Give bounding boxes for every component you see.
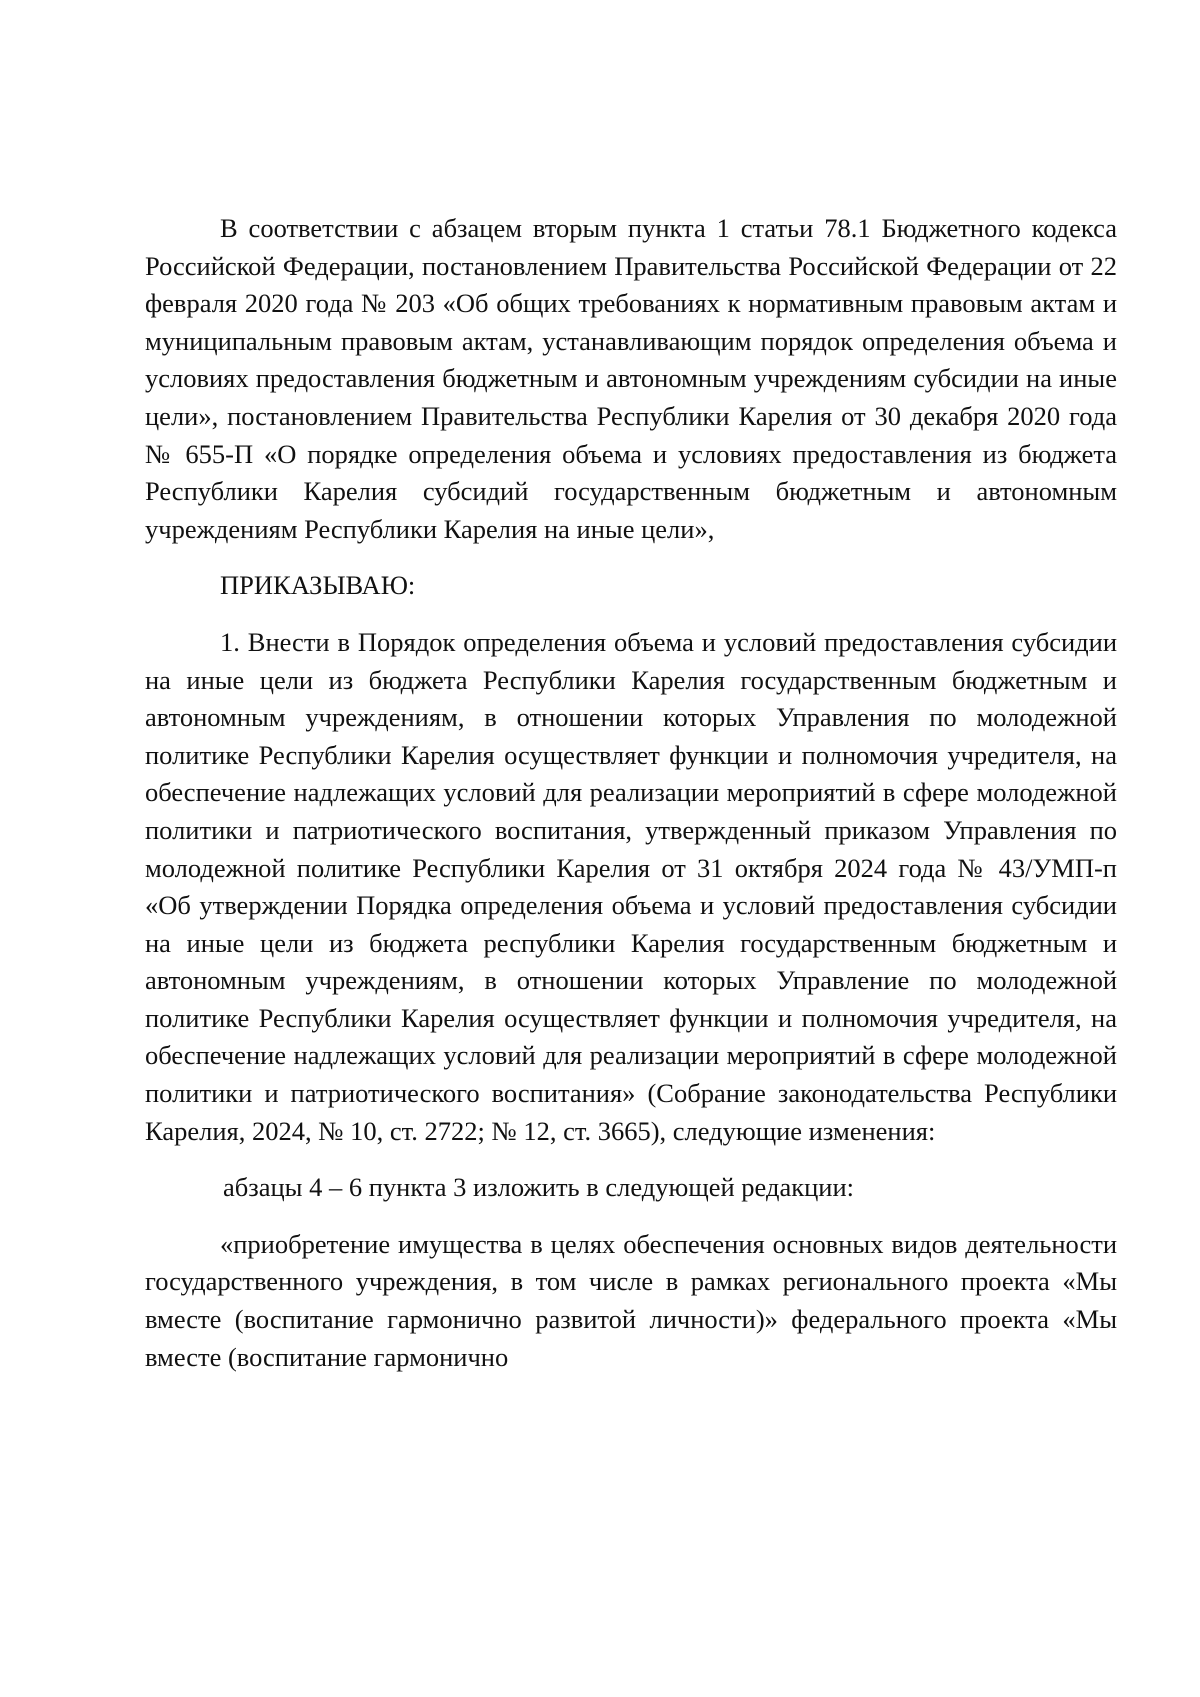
change-instruction: абзацы 4 – 6 пункта 3 изложить в следующей редакции:: [223, 1172, 854, 1203]
preamble-paragraph: В соответствии с абзацем вторым пункта 1 статьи 78.1 Бюджетного кодекса Российской Федерации, постановлением Правительства Российской Федерации от 22 февраля 2020 года № 203 «Об общих требованиях к нормативным правовым актам и муниципальным правовым актам, устанавливающим порядок определения объема и условиях предоставления бюджетным и автономным учреждениям субсидии на иные цели», постановлением Правительства Республики Карелия от 30 декабря 2020 года № 655-П «О порядке определения объема и условиях предоставления из бюджета Республики Карелия субсидий государственным бюджетным и автономным учреждениям Республики Карелия на иные цели»,: [145, 213, 1117, 544]
item-1-paragraph: 1. Внести в Порядок определения объема и условий предоставления субсидии на иные цели из бюджета Республики Карелия государственным бюджетным и автономным учреждениям, в отношении которых Управления по молодежной политике Республики Карелия осуществляет функции и полномочия учредителя, на обеспечение надлежащих условий для реализации мероприятий в сфере молодежной политики и патриотического воспитания, утвержденный приказом Управления по молодежной политике Республики Карелия от 31 октября 2024 года № 43/УМП-п «Об утверждении Порядка определения объема и условий предоставления субсидии на иные цели из бюджета республики Карелия государственным бюджетным и автономным учреждениям, в отношении которых Управление по молодежной политике Республики Карелия осуществляет функции и полномочия учредителя, на обеспечение надлежащих условий для реализации мероприятий в сфере молодежной политики и патриотического воспитания» (Собрание законодательства Республики Карелия, 2024, № 10, ст. 2722; № 12, ст. 3665), следующие изменения:: [145, 626, 1117, 1146]
document-body: [145, 210, 1117, 1376]
order-heading: ПРИКАЗЫВАЮ:: [220, 570, 416, 601]
amended-text-paragraph: «приобретение имущества в целях обеспечения основных видов деятельности государственного учреждения, в том числе в рамках регионального проекта «Мы вместе (воспитание гармонично развитой личности)» федерального проекта «Мы вместе (воспитание гармонично: [145, 1228, 1117, 1372]
